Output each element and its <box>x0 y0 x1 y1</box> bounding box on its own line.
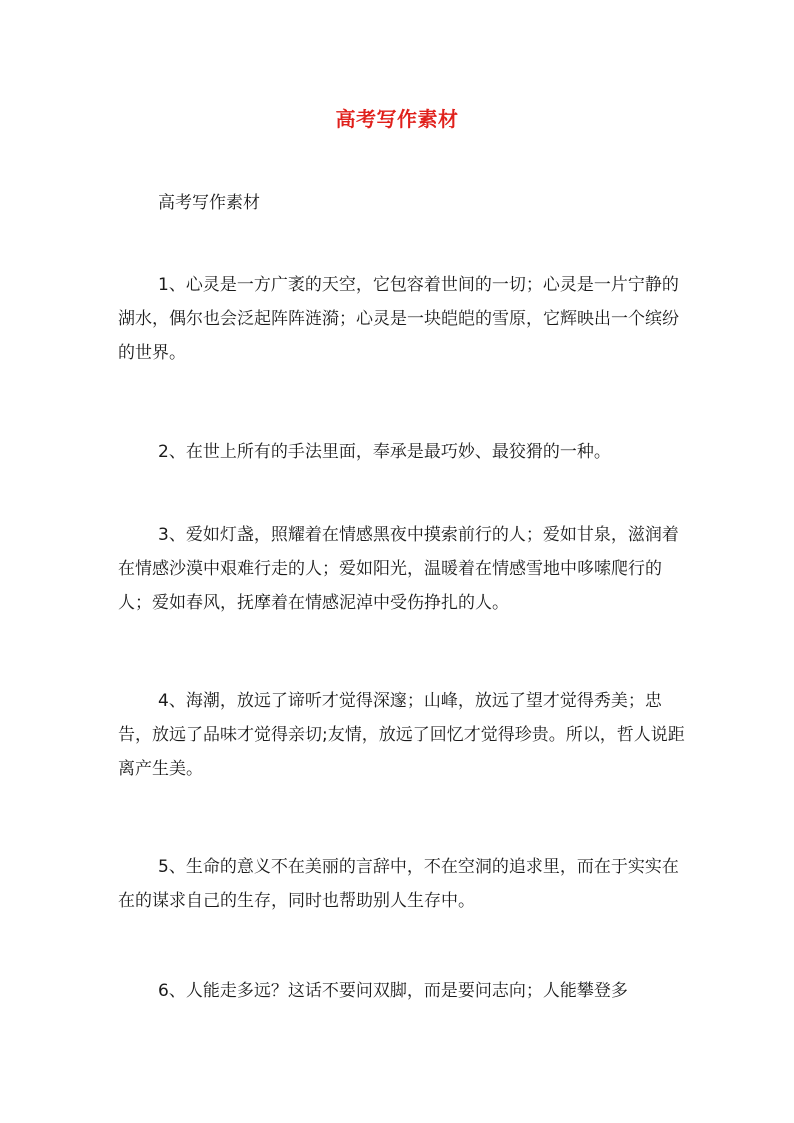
document-title: 高考写作素材 <box>335 107 459 131</box>
paragraph-5: 5、生命的意义不在美丽的言辞中，不在空洞的追求里，而在于实实在在的谋求自己的生存，同时也帮助别人生存中。 <box>118 857 679 911</box>
document-subtitle: 高考写作素材 <box>158 193 260 213</box>
paragraph-2: 2、在世上所有的手法里面，奉承是最巧妙、最狡猾的一种。 <box>158 442 611 462</box>
paragraph-4: 4、海潮，放远了谛听才觉得深邃；山峰，放远了望才觉得秀美；忠告，放远了品味才觉得亲切;友情，放远了回忆才觉得珍贵。所以，哲人说距离产生美。 <box>118 691 685 779</box>
paragraph-1: 1、心灵是一方广袤的天空，它包容着世间的一切；心灵是一片宁静的湖水，偶尔也会泛起阵阵涟漪；心灵是一块皑皑的雪原，它辉映出一个缤纷的世界。 <box>118 275 679 363</box>
paragraph-3: 3、爱如灯盏，照耀着在情感黑夜中摸索前行的人；爱如甘泉，滋润着在情感沙漠中艰难行走的人；爱如阳光，温暖着在情感雪地中哆嗦爬行的人；爱如春风，抚摩着在情感泥淖中受伤挣扎的人。 <box>118 525 679 613</box>
paragraph-6: 6、人能走多远？这话不要问双脚，而是要问志向；人能攀登多 <box>158 981 628 1001</box>
